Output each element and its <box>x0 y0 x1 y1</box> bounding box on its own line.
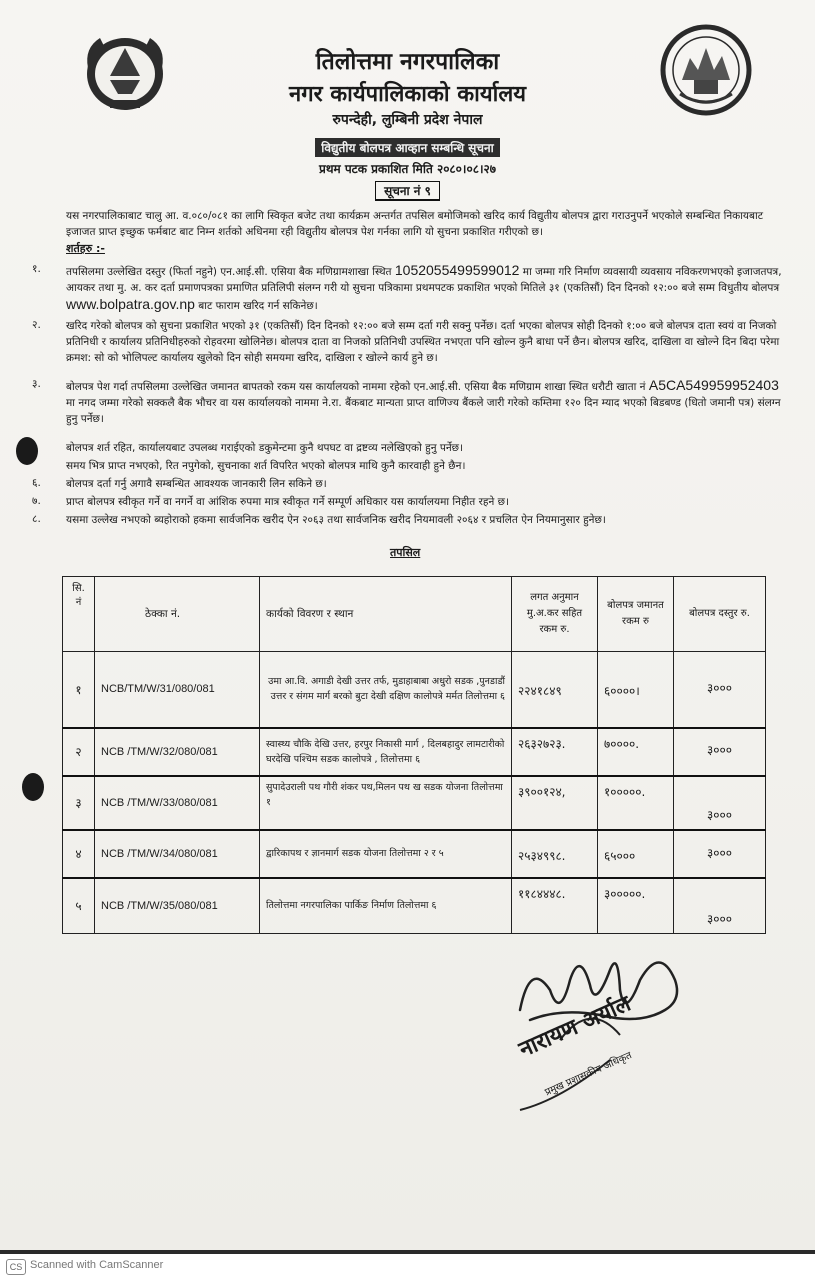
condition-number: ३. <box>32 378 41 390</box>
table-row <box>63 830 766 878</box>
cell-contract-no: NCB /TM/W/33/080/081 <box>95 776 260 830</box>
condition-6: बोलपत्र दर्ता गर्नु अगावै सम्बन्धित आवश्यक जानकारी लिन सकिने छ। <box>66 478 327 490</box>
office-address: रुपन्देही, लुम्बिनी प्रदेश नेपाल <box>332 112 483 128</box>
cell-description: द्वारिकापथ र ज्ञानमार्ग सडक योजना तिलोत्तमा २ र ५ <box>260 830 512 878</box>
signatory-name: नारायण अर्याल <box>515 991 635 1063</box>
office-name: नगर कार्यपालिकाको कार्यालय <box>289 82 526 107</box>
condition-5: समय भित्र प्राप्त नभएको, रित नपुगेको, सुचनाका शर्त विपरित भएको बोलपत्र माथि कुनै कारवाही हुने छैन। <box>66 460 466 472</box>
table-header-row <box>63 577 766 652</box>
condition-3 <box>66 377 790 427</box>
col-header-estimate: लगत अनुमान मु.अ.कर सहित रकम रु. <box>512 577 598 652</box>
scanner-footer <box>0 1254 815 1280</box>
cell-serial: ४ <box>63 830 95 878</box>
cell-serial: २ <box>63 728 95 776</box>
cell-description: उमा आ.वि. अगाडी देखी उत्तर तर्फ, मुडाहाबाबा अधुरो सडक ,पुनडाडौं उत्तर र संगम मार्ग बरको बुटा देखी दक्षिण कालोपत्रे मर्मत तिलोत्तमा ६ <box>260 652 512 728</box>
cell-description: तिलोत्तमा नगरपालिका पार्किङ निर्माण तिलोत्तमा ६ <box>260 878 512 934</box>
condition-text: मा नगद जम्मा गरेको सक्कलै बैक भौचर वा यस कार्यालयको नाममा ने.रा. बैंकबाट मान्यता प्राप्त वाणिज्य बैंकले जारी गरेको कम्तिमा १२० दिन म्याद भएको बिडबण्ड (धितो जमानी पत्र) संलग्न हुनु पर्नेछ। <box>66 397 781 425</box>
col-header-fee: बोलपत्र दस्तुर रु. <box>674 577 766 652</box>
cell-serial: ३ <box>63 776 95 830</box>
bank-account-number: 1052055499599012 <box>394 262 520 278</box>
table-row <box>63 728 766 776</box>
signatory-designation: प्रमुख प्रशासकीय अधिकृत <box>543 1050 634 1099</box>
cell-security: ६००००। <box>598 652 674 728</box>
condition-8: यसमा उल्लेख नभएको ब्यहोराको हकमा सार्वजनिक खरीद ऐन २०६३ तथा सार्वजनिक खरीद नियमावली २०६४ र प्रचलित ऐन नियमानुसार हुनेछ। <box>66 514 606 526</box>
cell-contract-no: NCB /TM/W/35/080/081 <box>95 878 260 934</box>
table-row <box>63 878 766 934</box>
notice-number: सूचना नं ९ <box>375 181 440 201</box>
condition-number: ८. <box>32 513 41 525</box>
condition-number: ६. <box>32 477 41 489</box>
col-header-serial: सि. नं <box>63 577 95 652</box>
cell-estimate: ११८४४४८. <box>512 878 598 934</box>
website-link[interactable]: www.bolpatra.gov.np <box>66 296 195 312</box>
col-header-description: कार्यको विवरण र स्थान <box>260 577 512 652</box>
cell-fee: ३००० <box>674 728 766 776</box>
scan-punch-hole <box>22 773 44 801</box>
condition-7: प्राप्त बोलपत्र स्वीकृत गर्ने वा नगर्ने वा आंशिक रुपमा मात्र स्वीकृत गर्ने सम्पूर्ण अधिकार यस कार्यालयमा निहीत रहने छ। <box>66 496 509 508</box>
condition-text: बोलपत्र पेश गर्दा तपसिलमा उल्लेखित जमानत बापतको रकम यस कार्यालयको नाममा रहेको एन.आई.सी. एसिया बैक मणिग्राम शाखा स्थित धरौटी खाता नं <box>66 381 646 393</box>
cell-contract-no: NCB /TM/W/32/080/081 <box>95 728 260 776</box>
cell-fee: ३००० <box>674 652 766 728</box>
cell-estimate: ३९००१२४, <box>512 776 598 830</box>
cell-description: स्वास्थ्य चौकि देखि उत्तर, हरपुर निकासी मार्ग , दिलबहादुर लामटारीको घरदेखि पश्चिम सडक कालोपत्रे , तिलोत्तमा ६ <box>260 728 512 776</box>
intro-paragraph: यस नगरपालिकाबाट चालु आ. व.०८०/०८१ का लागि स्विकृत बजेट तथा कार्यक्रम अन्तर्गत तपसिल बमोजिमको खरिद कार्य विद्युतीय बोलपत्र द्वारा गराउनुपर्ने भएकोले सम्बन्धित निकायबाट इजाजत प्राप्त इच्छुक फर्मबाट बाट निम्न शर्तको अधिनमा रही विद्युतीय बोलपत्र पेश गर्नका लागि यो सुचना प्रकाशित गरीएको छ। <box>66 210 764 238</box>
cell-fee: ३००० <box>674 878 766 934</box>
municipality-name: तिलोत्तमा नगरपालिका <box>315 49 500 75</box>
cell-fee: ३००० <box>674 776 766 830</box>
cell-contract-no: NCB/TM/W/31/080/081 <box>95 652 260 728</box>
condition-text: मा जम्मा गरि निर्माण व्यवसायी व्यवसाय नविकरणभएको इजाजतपत्र, आयकर तथा मु. अ. कर दर्ता प्रमाणपत्रका प्रमाणित प्रतिलिपी संलग्न गरी यो सुचना पत्रिकामा प्रथमपटक प्रकाशित भएको मितिले ३१ (एकतिसौं) दिन दिनको १२:०० बजे सम्म विधुतीय बोलपत्र <box>66 266 782 294</box>
condition-number: ७. <box>32 495 41 507</box>
condition-1 <box>66 262 790 314</box>
cell-security: १०००००. <box>598 776 674 830</box>
camscanner-logo-icon: CS <box>6 1259 26 1275</box>
condition-2: खरिद गरेको बोलपत्र को सुचना प्रकाशित भएको ३१ (एकतिसौं) दिन दिनको १२:०० बजे सम्म दर्ता गरी सक्नु पर्नेछ। दर्ता भएका बोलपत्र सोही दिनको १:०० बजे बोलपत्र दाता स्वयं वा निजको प्रतिनिधी र कार्यालय प्रतिनिधीहरुको रोहवरमा खोलिनेछ। बोलपत्र दाता वा निजको प्रतिनिधी उपस्थित नभएता पनि खोल्न कुनै बाधा पर्ने छैन। बोलपत्र खरिद, दाखिला वा खोल्ने दिन बिदा परेमा क्रमश: सो को भोलिपल्ट कार्यालय खुलेको दिन सोही समयमा खरिद, दाखिला र खोल्ने कार्य हुने छ। <box>66 320 780 364</box>
cell-security: ६५००० <box>598 830 674 878</box>
tender-table <box>62 576 766 934</box>
condition-text: तपसिलमा उल्लेखित दस्तुर (फिर्ता नहुने) एन.आई.सी. एसिया बैक मणिग्रामशाखा स्थित <box>66 266 392 278</box>
condition-number: १. <box>32 263 41 275</box>
notice-type: विद्युतीय बोलपत्र आव्हान सम्बन्धि सूचना <box>315 138 500 157</box>
cell-contract-no: NCB /TM/W/34/080/081 <box>95 830 260 878</box>
cell-security: ३०००००. <box>598 878 674 934</box>
cell-security: ७००००. <box>598 728 674 776</box>
publish-date: प्रथम पटक प्रकाशित मिति २०८०।०८।२७ <box>319 162 496 176</box>
cell-estimate: २६३२७२३. <box>512 728 598 776</box>
cell-estimate: २५३४९९८. <box>512 830 598 878</box>
condition-number: २. <box>32 319 41 331</box>
col-header-security: बोलपत्र जमानत रकम रु <box>598 577 674 652</box>
conditions-heading: शर्तहरु :- <box>66 242 105 255</box>
col-header-contract-no: ठेक्का नं. <box>95 577 260 652</box>
cell-serial: ५ <box>63 878 95 934</box>
camscanner-watermark: Scanned with CamScanner <box>30 1259 164 1271</box>
cell-description: सुपादेउराली पथ गौरी शंकर पथ,मिलन पथ ख सडक योजना तिलोत्तमा १ <box>260 776 512 830</box>
scan-punch-hole <box>16 437 38 465</box>
details-title: तपसिल <box>390 546 421 559</box>
deposit-account-number: A5CA549959952403 <box>648 377 779 393</box>
condition-text: बाट फाराम खरिद गर्न सकिनेछ। <box>198 300 318 312</box>
condition-4: बोलपत्र शर्त रहित, कार्यालयबाट उपलब्ध गराईएको डकुमेन्टमा कुनै थपघट वा द्रष्टव्य नलेखिएको हुनु पर्नेछ। <box>66 442 464 454</box>
cell-fee: ३००० <box>674 830 766 878</box>
table-row <box>63 652 766 728</box>
table-row <box>63 776 766 830</box>
cell-serial: १ <box>63 652 95 728</box>
cell-estimate: २२४१८४९ <box>512 652 598 728</box>
